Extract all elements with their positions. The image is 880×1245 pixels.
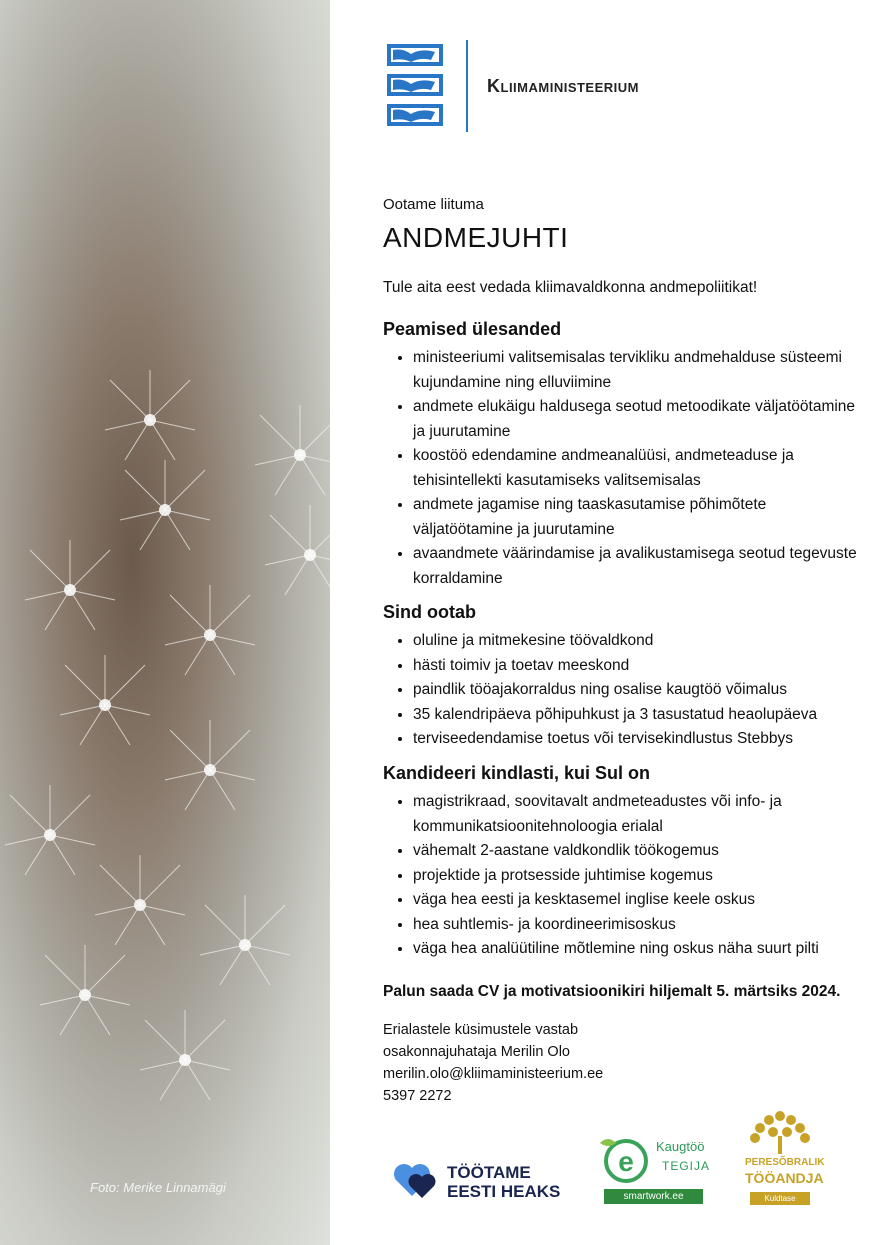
- offer-section: [383, 602, 863, 752]
- contact-block: [383, 1019, 603, 1107]
- logo-divider: [466, 40, 468, 132]
- kaugtoo-line2: TEGIJA: [662, 1159, 711, 1173]
- kaugtoo-line1: Kaugtöö: [656, 1139, 705, 1154]
- intro-text: Ootame liituma: [383, 196, 484, 213]
- list-item: • väga hea eesti ja kesktasemel inglise keele oskus: [413, 888, 863, 913]
- list-item: • 35 kalendripäeva põhipuhkust ja 3 tasustatud heaolupäeva: [413, 703, 863, 728]
- list-item: • andmete elukäigu haldusega seotud metoodikate väljatöötamine ja juurutamine: [413, 395, 863, 444]
- list-item: • vähemalt 2-aastane valdkondlik töökogemus: [413, 839, 863, 864]
- contact-phone[interactable]: 5397 2272: [383, 1088, 452, 1104]
- pere-line2: TÖÖANDJA: [745, 1170, 824, 1186]
- list-item: • hästi toimiv ja toetav meeskond: [413, 654, 863, 679]
- tootame-line2: EESTI HEAKS: [447, 1182, 561, 1201]
- photo-credit: Foto: Merike Linnamägi: [90, 1180, 226, 1195]
- list-item: • terviseedendamise toetus või tervisekindlustus Stebbys: [413, 727, 863, 752]
- list-item: • väga hea analüütiline mõtlemine ning oskus näha suurt pilti: [413, 937, 863, 962]
- svg-text:e: e: [618, 1146, 634, 1177]
- offer-heading: Sind ootab: [383, 602, 476, 622]
- smartwork-label: smartwork.ee: [604, 1189, 703, 1204]
- list-item: • avaandmete väärindamise ja avalikustamisega seotud tegevuste korraldamine: [413, 542, 863, 591]
- duties-heading: Peamised ülesanded: [383, 319, 562, 339]
- requirements-heading: Kandideeri kindlasti, kui Sul on: [383, 763, 651, 783]
- coat-of-arms-icon: [383, 40, 447, 130]
- job-title: ANDMEJUHTI: [383, 222, 569, 253]
- family-tree-icon: [745, 1110, 815, 1156]
- ministry-logo: [383, 40, 683, 135]
- duties-section: [383, 319, 863, 591]
- kaugtoo-tegija-badge: [596, 1133, 711, 1208]
- list-item: • magistrikraad, soovitavalt andmeteadustes või info- ja kommunikatsioonitehnoloogia erialal: [413, 790, 863, 839]
- offer-list: [383, 629, 863, 752]
- list-item: • paindlik tööajakorraldus ning osalise kaugtöö võimalus: [413, 678, 863, 703]
- dandelion-seeds-graphic: [0, 0, 330, 1245]
- contact-line: Erialastele küsimustele vastab: [383, 1022, 579, 1038]
- tagline: Tule aita eest vedada kliimavaldkonna andmepoliitikat!: [383, 279, 758, 296]
- tootame-line1: TÖÖTAME: [447, 1163, 531, 1182]
- tootame-eesti-heaks-badge: [392, 1160, 572, 1205]
- list-item: • koostöö edendamine andmeanalüüsi, andmeteaduse ja tehisintellekti kasutamiseks valitsemisalas: [413, 444, 863, 493]
- pere-level: Kuldtase: [750, 1192, 810, 1205]
- duties-list: [383, 346, 863, 591]
- list-item: • andmete jagamise ning taaskasutamise põhimõtete väljatöötamine ja juurutamine: [413, 493, 863, 542]
- list-item: • hea suhtlemis- ja koordineerimisoskus: [413, 913, 863, 938]
- requirements-section: [383, 763, 863, 962]
- list-item: • oluline ja mitmekesine töövaldkond: [413, 629, 863, 654]
- list-item: • ministeeriumi valitsemisalas tervikliku andmehalduse süsteemi kujundamine ning elluviimine: [413, 346, 863, 395]
- ministry-name: Kliimaministeerium: [487, 76, 639, 96]
- e-leaf-icon: [596, 1133, 652, 1185]
- heart-icon: [392, 1160, 438, 1200]
- peresobralik-tooandja-badge: [745, 1110, 825, 1210]
- dandelion-photo: [0, 0, 330, 1245]
- deadline-text: Palun saada CV ja motivatsioonikiri hiljemalt 5. märtsiks 2024.: [383, 983, 841, 1000]
- requirements-list: [383, 790, 863, 962]
- contact-person: osakonnajuhataja Merilin Olo: [383, 1044, 570, 1060]
- pere-line1: PERESÕBRALIK: [745, 1157, 825, 1168]
- tootame-text: [447, 1163, 560, 1201]
- list-item: • projektide ja protsesside juhtimise kogemus: [413, 864, 863, 889]
- contact-email[interactable]: merilin.olo@kliimaministeerium.ee: [383, 1066, 604, 1082]
